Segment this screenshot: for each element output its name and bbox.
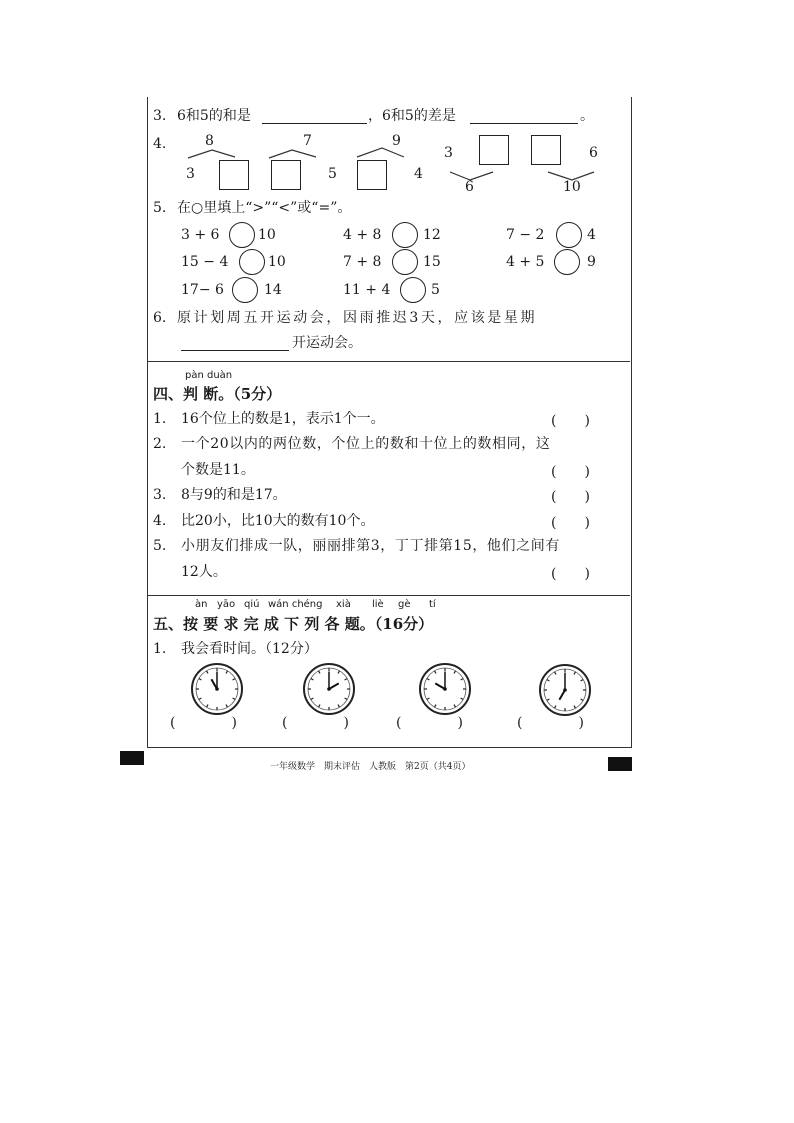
s5-pinyin-5: xià xyxy=(336,599,351,610)
q5-item4-right: 10 xyxy=(268,254,286,270)
s4-item4-answer-paren[interactable]: ( ) xyxy=(551,515,590,531)
page-footer: 一年级数学 期末评估 人教版 第2页（共4页） xyxy=(270,762,471,772)
q4-number: 4. xyxy=(153,136,167,152)
clock-4 xyxy=(540,665,590,715)
clock-2 xyxy=(304,664,354,714)
q5-item1-left: 3 + 6 xyxy=(181,227,220,243)
q4-tree2-top: 7 xyxy=(303,133,312,149)
q3-text-part1: 6和5的和是 xyxy=(177,108,251,124)
s5-q1-number: 1. xyxy=(153,641,167,657)
s4-item5-number: 5. xyxy=(153,538,167,554)
clock2-answer-paren[interactable]: ( ) xyxy=(282,715,349,731)
q5-item6-left: 4 + 5 xyxy=(506,254,545,270)
s4-item3-number: 3. xyxy=(153,487,167,503)
q5-item5-left: 7 + 8 xyxy=(343,254,382,270)
section4-pinyin: pàn duàn xyxy=(185,370,233,381)
q3-text-part2: ，6和5的差是 xyxy=(368,108,456,124)
q5-item6-right: 9 xyxy=(587,254,596,270)
q3-text-part3: 。 xyxy=(580,108,594,124)
s5-pinyin-2: yāo xyxy=(217,599,236,610)
s4-item2-answer-paren[interactable]: ( ) xyxy=(551,464,590,480)
q6-text-line2: 开运动会。 xyxy=(292,335,362,351)
q5-item4-left: 15 − 4 xyxy=(181,254,229,270)
s4-item4-text: 比20小，比10大的数有10个。 xyxy=(181,513,375,529)
clock-1 xyxy=(192,664,242,714)
q3-number: 3. xyxy=(153,108,167,124)
section5-title: 五、按 要 求 完 成 下 列 各 题。（16分） xyxy=(153,615,434,633)
s5-pinyin-6: liè xyxy=(372,599,384,610)
clock1-answer-paren[interactable]: ( ) xyxy=(170,715,237,731)
q4-tree1-top: 8 xyxy=(205,133,214,149)
s4-item3-answer-paren[interactable]: ( ) xyxy=(551,489,590,505)
s4-item1-answer-paren[interactable]: ( ) xyxy=(551,413,590,429)
s5-q1-text: 我会看时间。（12分） xyxy=(181,641,318,657)
s4-item5-text: 小朋友们排成一队，丽丽排第3，丁丁排第15，他们之间有 xyxy=(181,538,560,554)
s5-pinyin-8: tí xyxy=(429,599,436,610)
q4-tree4-bottom: 6 xyxy=(465,179,474,195)
q4-tree5-bottom: 10 xyxy=(563,179,581,195)
q4-tree2-right: 5 xyxy=(328,166,337,182)
q5-item2-right: 12 xyxy=(423,227,441,243)
s4-item4-number: 4. xyxy=(153,513,167,529)
q5-item5-right: 15 xyxy=(423,254,441,270)
clock4-answer-paren[interactable]: ( ) xyxy=(517,715,584,731)
q5-instruction: 在○里填上“>”“<”或“=”。 xyxy=(177,200,352,216)
q6-text-line1: 原计划周五开运动会，因雨推迟3天，应该是星期 xyxy=(177,310,538,326)
scan-marker-left xyxy=(120,751,144,765)
clock-3 xyxy=(420,664,470,714)
q5-item3-right: 4 xyxy=(587,227,596,243)
clock3-answer-paren[interactable]: ( ) xyxy=(396,715,463,731)
q5-item3-left: 7 − 2 xyxy=(506,227,545,243)
s4-item2-number: 2. xyxy=(153,436,167,452)
scan-marker-right xyxy=(608,757,632,771)
q5-item8-left: 11 + 4 xyxy=(343,282,391,298)
s4-item5-text-cont: 12人。 xyxy=(181,564,227,580)
s4-item3-text: 8与9的和是17。 xyxy=(181,487,287,503)
section4-title: 四、判 断。（5分） xyxy=(153,385,282,403)
q4-tree5-right: 6 xyxy=(589,145,598,161)
q5-item7-right: 14 xyxy=(264,282,282,298)
q5-number: 5. xyxy=(153,200,167,216)
q5-item8-right: 5 xyxy=(431,282,440,298)
q4-tree1-left: 3 xyxy=(186,166,195,182)
s5-pinyin-1: àn xyxy=(195,599,208,610)
q5-item1-right: 10 xyxy=(258,227,276,243)
q4-tree3-right: 4 xyxy=(414,166,423,182)
q4-tree3-top: 9 xyxy=(392,133,401,149)
q4-tree4-left: 3 xyxy=(444,145,453,161)
q6-number: 6. xyxy=(153,310,167,326)
s4-item2-text-cont: 个数是11。 xyxy=(181,462,255,478)
s4-item2-text: 一个20以内的两位数，个位上的数和十位上的数相同，这 xyxy=(181,436,551,452)
s4-item5-answer-paren[interactable]: ( ) xyxy=(551,566,590,582)
q5-item7-left: 17− 6 xyxy=(181,282,224,298)
s5-pinyin-7: gè xyxy=(398,599,411,610)
q5-item2-left: 4 + 8 xyxy=(343,227,382,243)
s5-pinyin-4: wán chéng xyxy=(268,599,323,610)
s4-item1-text: 16个位上的数是1，表示1个一。 xyxy=(181,411,385,427)
s4-item1-number: 1. xyxy=(153,411,167,427)
s5-pinyin-3: qiú xyxy=(244,599,260,610)
